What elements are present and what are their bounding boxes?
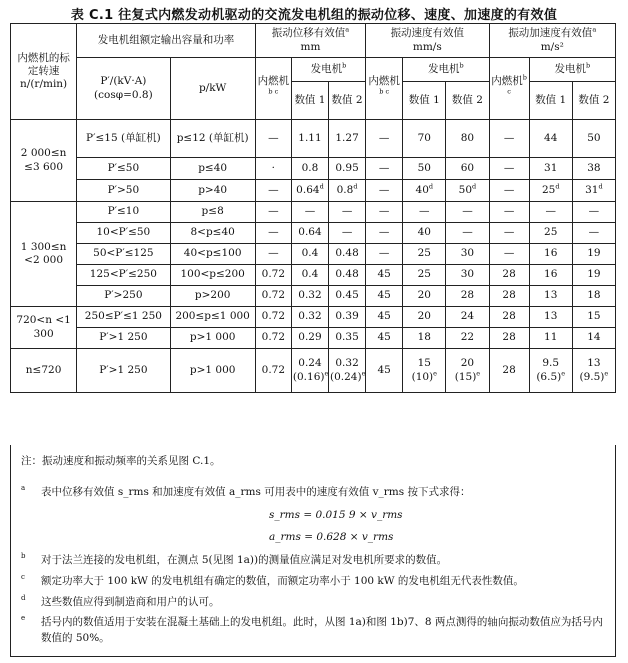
acc-value1-cell: — — [529, 202, 572, 223]
acc-engine-cell: — — [489, 158, 529, 180]
header-rated-output: 发电机组额定输出容量和功率 — [77, 24, 256, 58]
header-disp-value1: 数值 1 — [291, 82, 328, 120]
disp-value2-cell: — — [329, 223, 366, 244]
header-p: p/kW — [170, 58, 255, 120]
disp-value1-cell: 0.8 — [291, 158, 328, 180]
velocity-label: 振动速度有效值 — [390, 27, 465, 40]
vel-value1-cell: 50 — [403, 158, 446, 180]
vel-value1-cell: 40 — [403, 223, 446, 244]
p-prime-cell: P′≤10 — [77, 202, 170, 223]
disp-engine-cell: — — [255, 244, 291, 265]
displacement-label: 振动位移有效值 — [271, 27, 346, 40]
p-cell: p>1 000 — [170, 328, 255, 349]
header-vel-engine: 内燃机$^{b c}$ — [366, 58, 403, 120]
header-acc-value1: 数值 1 — [529, 82, 572, 120]
table-row — [11, 120, 616, 158]
vel-value2-cell: 30 — [446, 244, 489, 265]
disp-engine-cell: — — [255, 202, 291, 223]
acc-value2-cell: 19 — [572, 244, 615, 265]
footnote-b: b 对于法兰连接的发电机组，在测点 5(见图 1a))的测量值应满足对发电机所要求的数值。 — [21, 552, 448, 566]
disp-value1-cell: 0.64$^d$ — [291, 180, 328, 202]
p-cell: p>1 000 — [170, 349, 255, 393]
vel-value2-cell: 80 — [446, 120, 489, 158]
header-p-prime: P′/(kV·A) (cosφ=0.8) — [77, 58, 170, 120]
header-vel-generator: 发电机$^b$ — [403, 58, 489, 82]
disp-value1-cell: 0.24 $(0.16)^e$ — [291, 349, 328, 393]
disp-engine-cell: 0.72 — [255, 328, 291, 349]
speed-range-cell: 2 000≤n ≤3 600 — [11, 120, 77, 202]
disp-value2-cell: 0.32 $(0.24)^e$ — [329, 349, 366, 393]
vel-engine-cell: — — [366, 120, 403, 158]
disp-value1-cell: 0.4 — [291, 265, 328, 286]
acc-value1-cell: 11 — [529, 328, 572, 349]
vel-engine-cell: — — [366, 223, 403, 244]
acc-engine-cell: — — [489, 223, 529, 244]
formula-acceleration: a_rms = 0.628 × v_rms — [269, 531, 394, 543]
vel-value1-cell: 70 — [403, 120, 446, 158]
notes-section — [10, 445, 616, 657]
displacement-unit: mm — [300, 40, 321, 53]
table-row — [11, 223, 616, 244]
p-cell: p≤12 (单缸机) — [170, 120, 255, 158]
p-prime-cell: P′>1 250 — [77, 349, 170, 393]
acc-engine-cell: 28 — [489, 265, 529, 286]
disp-value1-cell: 0.64 — [291, 223, 328, 244]
header-acc-engine: 内燃机$^{b c}$ — [489, 58, 529, 120]
vel-value2-cell: 20 $(15)^e$ — [446, 349, 489, 393]
vel-engine-cell: 45 — [366, 349, 403, 393]
vel-engine-cell: — — [366, 158, 403, 180]
acc-value1-cell: 25 — [529, 223, 572, 244]
note-text: 注：振动速度和振动频率的关系见图 C.1。 — [21, 455, 221, 467]
vel-engine-cell: — — [366, 202, 403, 223]
disp-value1-cell: 0.32 — [291, 307, 328, 328]
disp-engine-cell: 0.72 — [255, 307, 291, 328]
acc-value1-cell: 16 — [529, 265, 572, 286]
vel-value2-cell: 30 — [446, 265, 489, 286]
vel-engine-cell: 45 — [366, 265, 403, 286]
disp-engine-cell: 0.72 — [255, 286, 291, 307]
header-acc-value2: 数值 2 — [572, 82, 615, 120]
table-row — [11, 286, 616, 307]
p-prime-cell: P′≤15 (单缸机) — [77, 120, 170, 158]
acc-value1-cell: 31 — [529, 158, 572, 180]
disp-engine-cell: — — [255, 120, 291, 158]
disp-value1-cell: 0.29 — [291, 328, 328, 349]
vel-engine-cell: — — [366, 244, 403, 265]
disp-value1-cell: 1.11 — [291, 120, 328, 158]
acc-engine-cell: — — [489, 202, 529, 223]
table-row — [11, 180, 616, 202]
vibration-table — [10, 23, 616, 393]
footnote-c: c 额定功率大于 100 kW 的发电机组有确定的数值，而额定功率小于 100 kW 的发电机组无代表性数值。 — [21, 573, 524, 587]
vel-value1-cell: 20 — [403, 307, 446, 328]
acc-engine-cell: 28 — [489, 286, 529, 307]
vel-value1-cell: 40$^d$ — [403, 180, 446, 202]
header-vel-value1: 数值 1 — [403, 82, 446, 120]
header-vel-value2: 数值 2 — [446, 82, 489, 120]
table-row — [11, 328, 616, 349]
p-prime-cell: P′>1 250 — [77, 328, 170, 349]
acc-engine-cell: 28 — [489, 328, 529, 349]
vel-value1-cell: 25 — [403, 265, 446, 286]
vel-value1-cell: 15 $(10)^e$ — [403, 349, 446, 393]
acc-value1-cell: 13 — [529, 307, 572, 328]
vel-value1-cell: — — [403, 202, 446, 223]
disp-value2-cell: 0.48 — [329, 244, 366, 265]
p-prime-cell: 250≤P′≤1 250 — [77, 307, 170, 328]
acc-value1-cell: 25$^d$ — [529, 180, 572, 202]
disp-engine-cell: — — [255, 180, 291, 202]
vel-value1-cell: 18 — [403, 328, 446, 349]
table-row — [11, 265, 616, 286]
header-engine-speed: 内燃机的标定转速 n/(r/min) — [11, 24, 77, 120]
header-disp-generator: 发电机$^b$ — [291, 58, 365, 82]
vel-value2-cell: 24 — [446, 307, 489, 328]
disp-value1-cell: — — [291, 202, 328, 223]
acceleration-unit: m/s² — [540, 40, 564, 53]
p-prime-cell: 10<P′≤50 — [77, 223, 170, 244]
p-prime-cell: P′≤50 — [77, 158, 170, 180]
disp-value2-cell: 0.35 — [329, 328, 366, 349]
acc-value2-cell: 19 — [572, 265, 615, 286]
header-acceleration: 振动加速度有效值$^a$ m/s² — [489, 24, 615, 58]
acc-engine-cell: — — [489, 244, 529, 265]
disp-engine-cell: 0.72 — [255, 265, 291, 286]
acc-engine-cell: 28 — [489, 349, 529, 393]
vel-value2-cell: 60 — [446, 158, 489, 180]
formula-displacement: s_rms = 0.015 9 × v_rms — [269, 509, 403, 521]
acc-value2-cell: 13 $(9.5)^e$ — [572, 349, 615, 393]
p-cell: p≤40 — [170, 158, 255, 180]
vel-engine-cell: 45 — [366, 286, 403, 307]
p-prime-cell: 50<P′≤125 — [77, 244, 170, 265]
acc-value2-cell: 14 — [572, 328, 615, 349]
disp-value2-cell: 0.95 — [329, 158, 366, 180]
p-cell: p≤8 — [170, 202, 255, 223]
footnote-d: d 这些数值应得到制造商和用户的认可。 — [21, 594, 220, 608]
disp-value2-cell: 0.45 — [329, 286, 366, 307]
disp-engine-cell: — — [255, 223, 291, 244]
speed-range-cell: 1 300≤n <2 000 — [11, 202, 77, 307]
vel-value2-cell: — — [446, 202, 489, 223]
footnote-e: e 括号内的数值适用于安装在混凝土基础上的发电机组。此时，从图 1a)和图 1b)7、8 两点测得的轴向振动数值应为括号内数值的 50%。 — [21, 614, 603, 644]
disp-value2-cell: — — [329, 202, 366, 223]
speed-range-cell: 720<n <1 300 — [11, 307, 77, 349]
disp-value2-cell: 0.48 — [329, 265, 366, 286]
p-prime-cell: 125<P′≤250 — [77, 265, 170, 286]
header-disp-value2: 数值 2 — [329, 82, 366, 120]
speed-range-cell: n≤720 — [11, 349, 77, 393]
vel-value1-cell: 20 — [403, 286, 446, 307]
acc-value2-cell: — — [572, 223, 615, 244]
table-row — [11, 158, 616, 180]
vel-engine-cell: 45 — [366, 328, 403, 349]
table-row — [11, 202, 616, 223]
acc-engine-cell: — — [489, 120, 529, 158]
acc-value2-cell: 18 — [572, 286, 615, 307]
p-cell: 200≤p≤1 000 — [170, 307, 255, 328]
acc-value1-cell: 16 — [529, 244, 572, 265]
table-row — [11, 244, 616, 265]
disp-value1-cell: 0.4 — [291, 244, 328, 265]
vel-engine-cell: — — [366, 180, 403, 202]
acc-value1-cell: 44 — [529, 120, 572, 158]
p-cell: 8<p≤40 — [170, 223, 255, 244]
vel-value2-cell: 22 — [446, 328, 489, 349]
header-acc-generator: 发电机$^b$ — [529, 58, 615, 82]
vel-value2-cell: 28 — [446, 286, 489, 307]
acc-value2-cell: 50 — [572, 120, 615, 158]
acc-engine-cell: — — [489, 180, 529, 202]
vel-engine-cell: 45 — [366, 307, 403, 328]
disp-value2-cell: 1.27 — [329, 120, 366, 158]
header-disp-engine: 内燃机$^{b c}$ — [255, 58, 291, 120]
header-velocity — [366, 24, 489, 58]
acc-value2-cell: — — [572, 202, 615, 223]
disp-value2-cell: 0.39 — [329, 307, 366, 328]
p-prime-cell: P′>50 — [77, 180, 170, 202]
disp-value1-cell: 0.32 — [291, 286, 328, 307]
table-row — [11, 307, 616, 328]
p-cell: p>40 — [170, 180, 255, 202]
vel-value2-cell: — — [446, 223, 489, 244]
acc-value2-cell: 15 — [572, 307, 615, 328]
acc-engine-cell: 28 — [489, 307, 529, 328]
velocity-unit: mm/s — [412, 40, 442, 53]
acc-value2-cell: 38 — [572, 158, 615, 180]
p-cell: 100<p≤200 — [170, 265, 255, 286]
vel-value2-cell: 50$^d$ — [446, 180, 489, 202]
acceleration-label: 振动加速度有效值 — [508, 27, 593, 40]
header-displacement: 振动位移有效值$^a$ mm — [255, 24, 365, 58]
acc-value2-cell: 31$^d$ — [572, 180, 615, 202]
disp-engine-cell: 0.72 — [255, 349, 291, 393]
disp-value2-cell: 0.8$^d$ — [329, 180, 366, 202]
acc-value1-cell: 9.5 $(6.5)^e$ — [529, 349, 572, 393]
p-cell: p>200 — [170, 286, 255, 307]
table-title: 表 C.1 往复式内燃发动机驱动的交流发电机组的振动位移、速度、加速度的有效值 — [70, 8, 558, 23]
p-cell: 40<p≤100 — [170, 244, 255, 265]
acc-value1-cell: 13 — [529, 286, 572, 307]
disp-engine-cell: · — [255, 158, 291, 180]
vel-value1-cell: 25 — [403, 244, 446, 265]
footnote-a: a 表中位移有效值 s_rms 和加速度有效值 a_rms 可用表中的速度有效值 v_rms 按下式求得： — [21, 484, 471, 498]
table-row — [11, 349, 616, 393]
p-prime-cell: P′>250 — [77, 286, 170, 307]
